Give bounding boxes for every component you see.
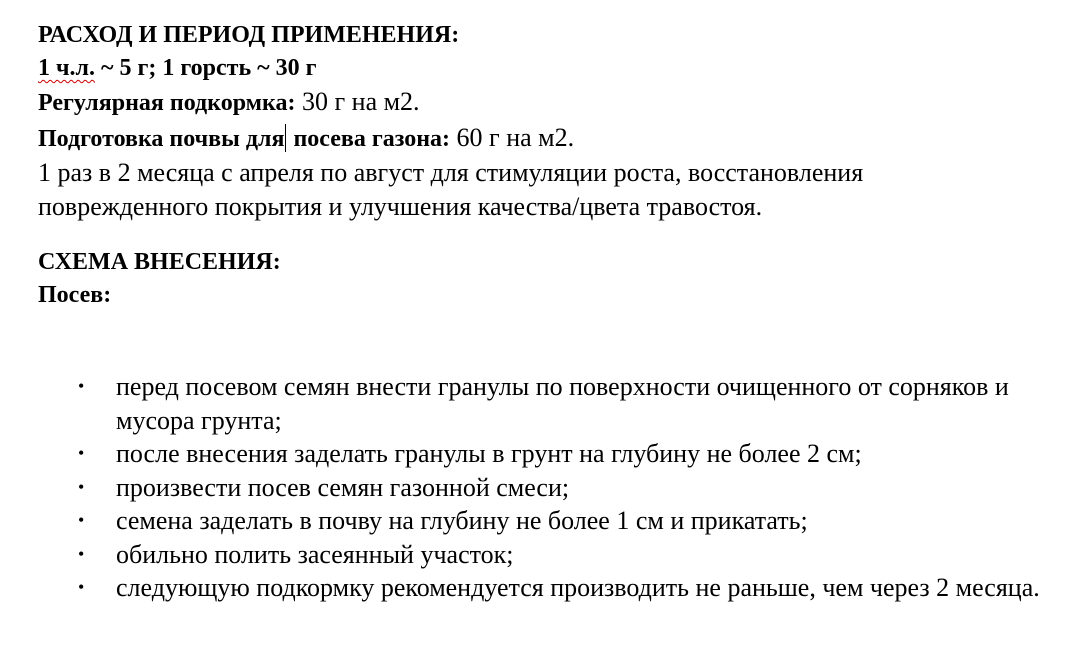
soil-preparation-line xyxy=(38,121,1058,157)
soil-preparation-label-part1: Подготовка почвы для xyxy=(38,125,285,152)
measures-text: ~ 5 г; 1 горсть ~ 30 г xyxy=(95,55,317,81)
soil-preparation-value: 60 г на м2. xyxy=(450,122,575,152)
list-item xyxy=(38,571,1058,605)
list-item-text: следующую подкормку рекомендуется производить не раньше, чем через 2 месяца. xyxy=(116,573,1040,602)
sowing-subheading: Посев: xyxy=(38,282,112,308)
list-item xyxy=(38,538,1058,572)
bullet-icon: • xyxy=(78,510,85,530)
bullet-icon: • xyxy=(78,577,85,597)
list-item-text: после внесения заделать гранулы в грунт на глубину не более 2 см; xyxy=(116,439,862,468)
document-body[interactable] xyxy=(38,19,1058,312)
consumption-heading: РАСХОД И ПЕРИОД ПРИМЕНЕНИЯ: xyxy=(38,22,460,48)
list-item xyxy=(38,437,1058,471)
bullet-icon: • xyxy=(78,376,85,396)
list-item-text: обильно полить засеянный участок; xyxy=(116,539,514,569)
bullet-icon: • xyxy=(78,476,85,497)
regular-feeding-label: Регулярная подкормка: xyxy=(38,90,296,116)
scheme-heading: СХЕМА ВНЕСЕНИЯ: xyxy=(38,249,281,275)
bullet-icon: • xyxy=(78,443,85,463)
soil-preparation-label-part2: посева газона: xyxy=(287,125,451,152)
application-description: 1 раз в 2 месяца с апреля по август для стимуляции роста, восстановления поврежденного покрытия и улучшения качества/цвета травостоя. xyxy=(38,158,864,221)
regular-feeding-line xyxy=(38,85,1058,121)
list-item-text: перед посевом семян внести гранулы по поверхности очищенного от сорняков и мусора грунта; xyxy=(116,372,1009,435)
list-item xyxy=(38,471,1058,505)
spellcheck-underlined-word[interactable]: 1 ч.л. xyxy=(38,55,95,81)
sowing-steps-list xyxy=(38,370,1058,605)
bullet-icon: • xyxy=(78,543,85,564)
regular-feeding-value: 30 г на м2. xyxy=(295,87,420,116)
measures-line xyxy=(38,52,1058,85)
list-item xyxy=(38,504,1058,538)
list-item xyxy=(38,370,1058,437)
list-item-text: семена заделать в почву на глубину не более 1 см и прикатать; xyxy=(116,506,808,535)
list-item-text: произвести посев семян газонной смеси; xyxy=(116,472,570,502)
